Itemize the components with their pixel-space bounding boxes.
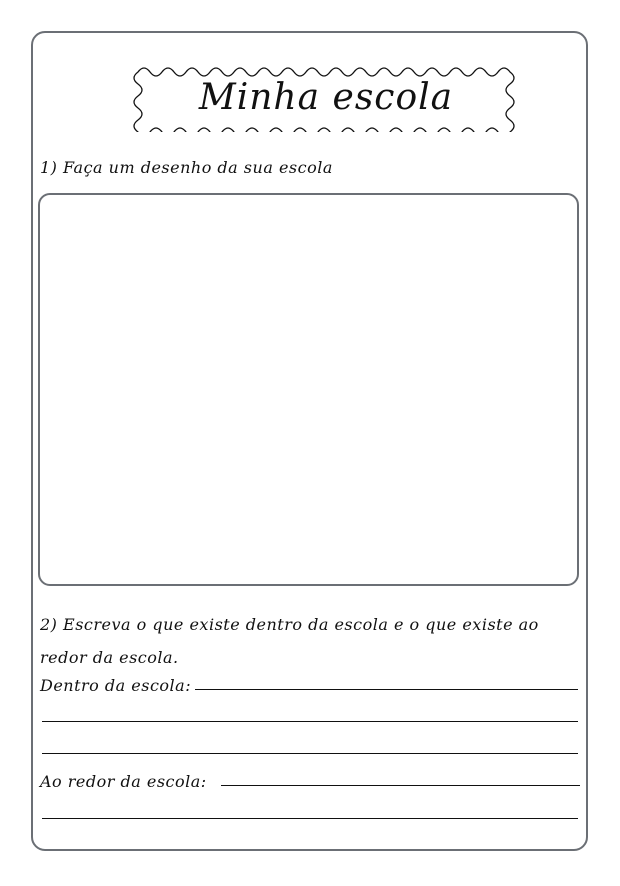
title-banner — [130, 62, 522, 132]
question-1: 1) Faça um desenho da sua escola — [40, 158, 333, 177]
field-inside-school — [40, 676, 578, 695]
field-label-around: Ao redor da escola: — [40, 772, 207, 791]
field-label-inside: Dentro da escola: — [40, 676, 192, 695]
page-title: Minha escola — [198, 76, 454, 118]
answer-line[interactable] — [195, 689, 578, 690]
answer-line[interactable] — [42, 753, 578, 754]
drawing-area[interactable] — [38, 193, 579, 586]
answer-line[interactable] — [221, 785, 580, 786]
answer-line[interactable] — [42, 818, 578, 819]
question-2: 2) Escreva o que existe dentro da escola e o que existe ao redor da escola. — [40, 615, 539, 667]
answer-line[interactable] — [42, 721, 578, 722]
field-around-school — [40, 772, 580, 791]
